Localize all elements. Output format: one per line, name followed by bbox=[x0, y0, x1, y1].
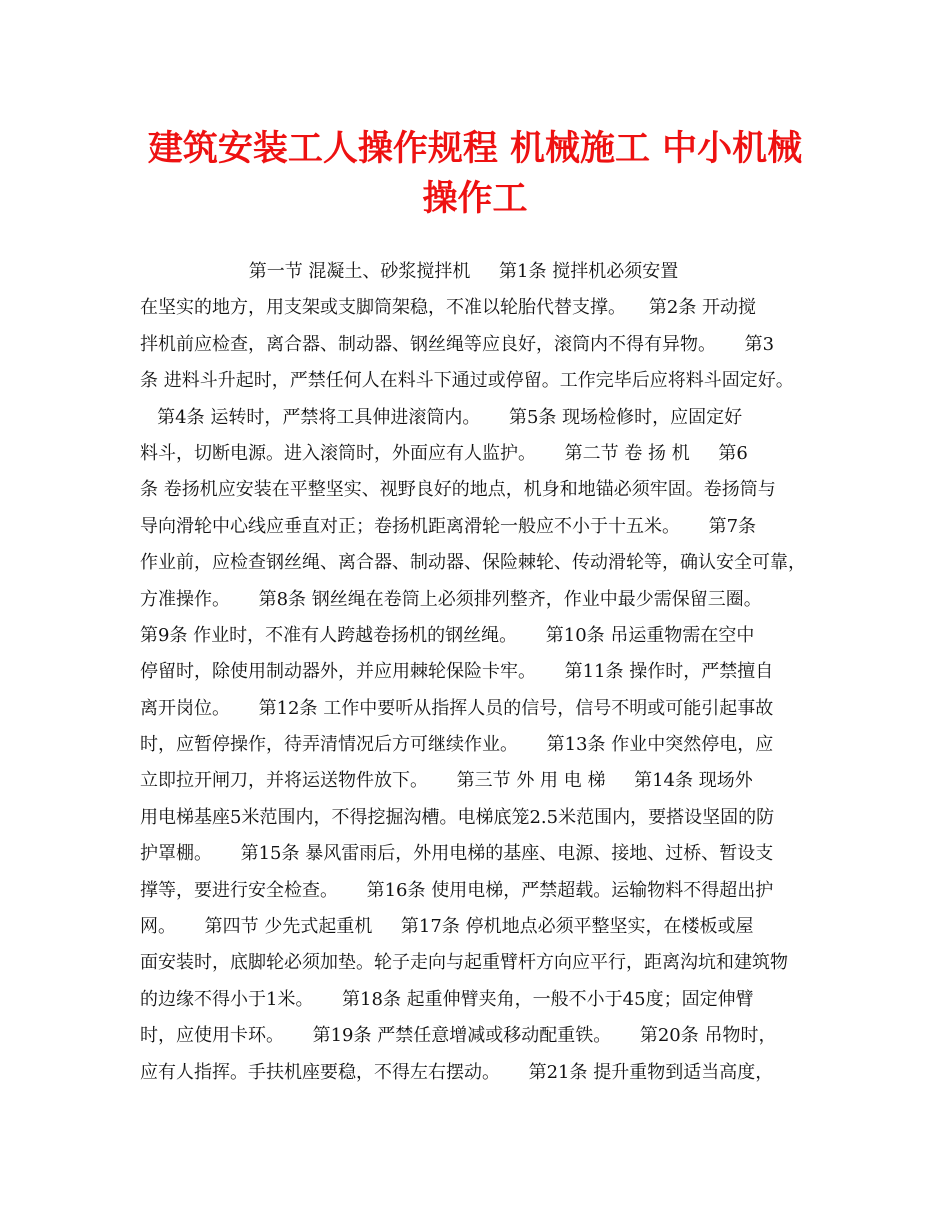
document-body bbox=[140, 254, 820, 1091]
body-line: 面安装时，底脚轮必须加垫。轮子走向与起重臂杆方向应平行，距离沟坑和建筑物 bbox=[140, 952, 788, 974]
body-line: 料斗，切断电源。进入滚筒时，外面应有人监护。 第二节 卷 扬 机 第6 bbox=[140, 442, 748, 464]
body-line: 第4条 运转时，严禁将工具伸进滚筒内。 第5条 现场检修时，应固定好 bbox=[140, 406, 743, 428]
title-line-1: 建筑安装工人操作规程 机械施工 中小机械 bbox=[147, 128, 803, 169]
body-line: 时，应暂停操作，待弄清情况后方可继续作业。 第13条 作业中突然停电，应 bbox=[140, 734, 774, 756]
body-line: 网。 第四节 少先式起重机 第17条 停机地点必须平整坚实，在楼板或屋 bbox=[140, 916, 754, 938]
body-line: 条 进料斗升起时，严禁任何人在料斗下通过或停留。工作完毕后应将料斗固定好。 bbox=[140, 370, 794, 392]
body-line: 撑等，要进行安全检查。 第16条 使用电梯，严禁超载。运输物料不得超出护 bbox=[140, 879, 774, 901]
title-line-2: 操作工 bbox=[422, 178, 528, 219]
body-line: 离开岗位。 第12条 工作中要听从指挥人员的信号，信号不明或可能引起事故 bbox=[140, 697, 774, 719]
body-line: 停留时，除使用制动器外，并应用棘轮保险卡牢。 第11条 操作时，严禁擅自 bbox=[140, 661, 774, 683]
body-line: 条 卷扬机应安装在平整坚实、视野良好的地点，机身和地锚必须牢固。卷扬筒与 bbox=[140, 479, 776, 501]
document-title bbox=[120, 124, 830, 224]
body-line: 应有人指挥。手扶机座要稳，不得左右摆动。 第21条 提升重物到适当高度， bbox=[140, 1061, 774, 1083]
body-line: 时，应使用卡环。 第19条 严禁任意增减或移动配重铁。 第20条 吊物时， bbox=[140, 1025, 777, 1047]
body-line: 立即拉开闸刀，并将运送物件放下。 第三节 外 用 电 梯 第14条 现场外 bbox=[140, 770, 753, 792]
body-line: 的边缘不得小于1米。 第18条 起重伸臂夹角，一般不小于45度；固定伸臂 bbox=[140, 988, 754, 1010]
body-line: 用电梯基座5米范围内，不得挖掘沟槽。电梯底笼2.5米范围内，要搭设坚固的防 bbox=[140, 806, 775, 828]
body-line: 导向滑轮中心线应垂直对正；卷扬机距离滑轮一般应不小于十五米。 第7条 bbox=[140, 515, 757, 537]
body-line: 第9条 作业时，不准有人跨越卷扬机的钢丝绳。 第10条 吊运重物需在空中 bbox=[140, 624, 755, 646]
body-line: 方准操作。 第8条 钢丝绳在卷筒上必须排列整齐，作业中最少需保留三圈。 bbox=[140, 588, 762, 610]
body-line: 拌机前应检查，离合器、制动器、钢丝绳等应良好，滚筒内不得有异物。 第3 bbox=[140, 333, 775, 355]
body-line: 第一节 混凝土、砂浆搅拌机 第1条 搅拌机必须安置 bbox=[140, 261, 679, 282]
body-line: 在坚实的地方，用支架或支脚筒架稳，不准以轮胎代替支撑。 第2条 开动搅 bbox=[140, 297, 757, 319]
body-line: 护罩棚。 第15条 暴风雷雨后，外用电梯的基座、电源、接地、过桥、暂设支 bbox=[140, 843, 774, 865]
body-line: 作业前，应检查钢丝绳、离合器、制动器、保险棘轮、传动滑轮等，确认安全可靠， bbox=[140, 552, 806, 574]
